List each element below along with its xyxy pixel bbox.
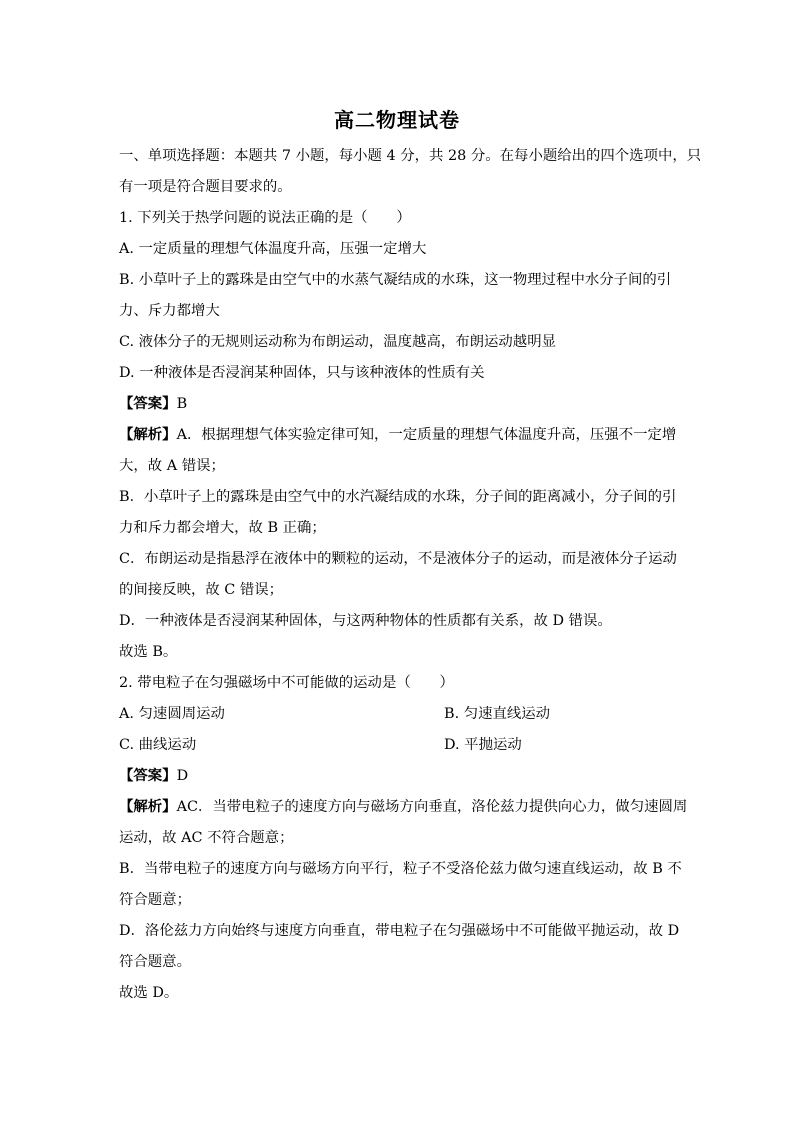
q2-analysis-d-line-1: D．洛伦兹力方向始终与速度方向垂直，带电粒子在匀强磁场中不可能做平抛运动，故 D [119, 923, 680, 939]
q2-answer-value: D [176, 768, 189, 784]
q2-analysis-d-line-2: 符合题意。 [119, 954, 191, 970]
q1-option-c: C. 液体分子的无规则运动称为布朗运动，温度越高，布朗运动越明显 [119, 334, 556, 350]
q1-analysis-b-line-2: 力和斥力都会增大，故 B 正确； [119, 520, 326, 536]
q1-analysis-c-line-2: 的间接反映，故 C 错误； [119, 582, 284, 598]
q2-answer [119, 766, 188, 786]
q2-analysis-label: 【解析】 [119, 799, 177, 815]
q1-analysis-a-line-2: 大，故 A 错误； [119, 458, 225, 474]
q2-option-c: C. 曲线运动 [119, 737, 197, 753]
q1-answer-label: 【答案】 [119, 396, 177, 412]
q1-option-b-line-1: B. 小草叶子上的露珠是由空气中的水蒸气凝结成的水珠，这一物理过程中水分子间的引 [119, 272, 672, 288]
q1-conclusion: 故选 B。 [119, 644, 178, 660]
section-header-line-2: 有一项是符合题目要求的。 [119, 179, 292, 195]
q2-option-a: A. 匀速圆周运动 [119, 706, 225, 722]
q1-analysis-a-line-1 [119, 425, 676, 445]
q2-conclusion: 故选 D。 [119, 985, 179, 1001]
page-title: 高二物理试卷 [334, 108, 460, 132]
q2-analysis-ac-line-2: 运动，故 AC 不符合题意； [119, 830, 294, 846]
q2-analysis-ac-line-1 [119, 797, 687, 817]
q1-option-d: D. 一种液体是否浸润某种固体，只与该种液体的性质有关 [119, 365, 485, 381]
q1-stem: 1. 下列关于热学问题的说法正确的是（ ） [119, 210, 411, 226]
q1-answer-value: B [176, 396, 188, 412]
section-header-line-1: 一、单项选择题：本题共 7 小题，每小题 4 分，共 28 分。在每小题给出的四个选项中，只 [119, 148, 702, 164]
q1-analysis-c-line-1: C．布朗运动是指悬浮在液体中的颗粒的运动，不是液体分子的运动，而是液体分子运动 [119, 551, 677, 567]
q2-analysis-b-line-2: 符合题意； [119, 892, 191, 908]
q2-analysis-ac-text: AC．当带电粒子的速度方向与磁场方向垂直，洛伦兹力提供向心力，做匀速圆周 [176, 799, 688, 815]
q1-option-b-line-2: 力、斥力都增大 [119, 303, 220, 319]
q1-answer [119, 394, 187, 414]
q2-option-b: B. 匀速直线运动 [444, 706, 551, 722]
q2-answer-label: 【答案】 [119, 768, 177, 784]
q2-analysis-b-line-1: B．当带电粒子的速度方向与磁场方向平行，粒子不受洛伦兹力做匀速直线运动，故 B 不 [119, 861, 682, 877]
q2-stem: 2. 带电粒子在匀强磁场中不可能做的运动是（ ） [119, 675, 454, 691]
q2-option-d: D. 平抛运动 [444, 737, 522, 753]
q1-option-a: A. 一定质量的理想气体温度升高，压强一定增大 [119, 241, 427, 257]
q1-analysis-label: 【解析】 [119, 427, 177, 443]
q1-analysis-a-text: A．根据理想气体实验定律可知，一定质量的理想气体温度升高，压强不一定增 [176, 427, 677, 443]
q1-analysis-d: D．一种液体是否浸润某种固体，与这两种物体的性质都有关系，故 D 错误。 [119, 613, 612, 629]
q1-analysis-b-line-1: B．小草叶子上的露珠是由空气中的水汽凝结成的水珠，分子间的距离减小，分子间的引 [119, 489, 677, 505]
